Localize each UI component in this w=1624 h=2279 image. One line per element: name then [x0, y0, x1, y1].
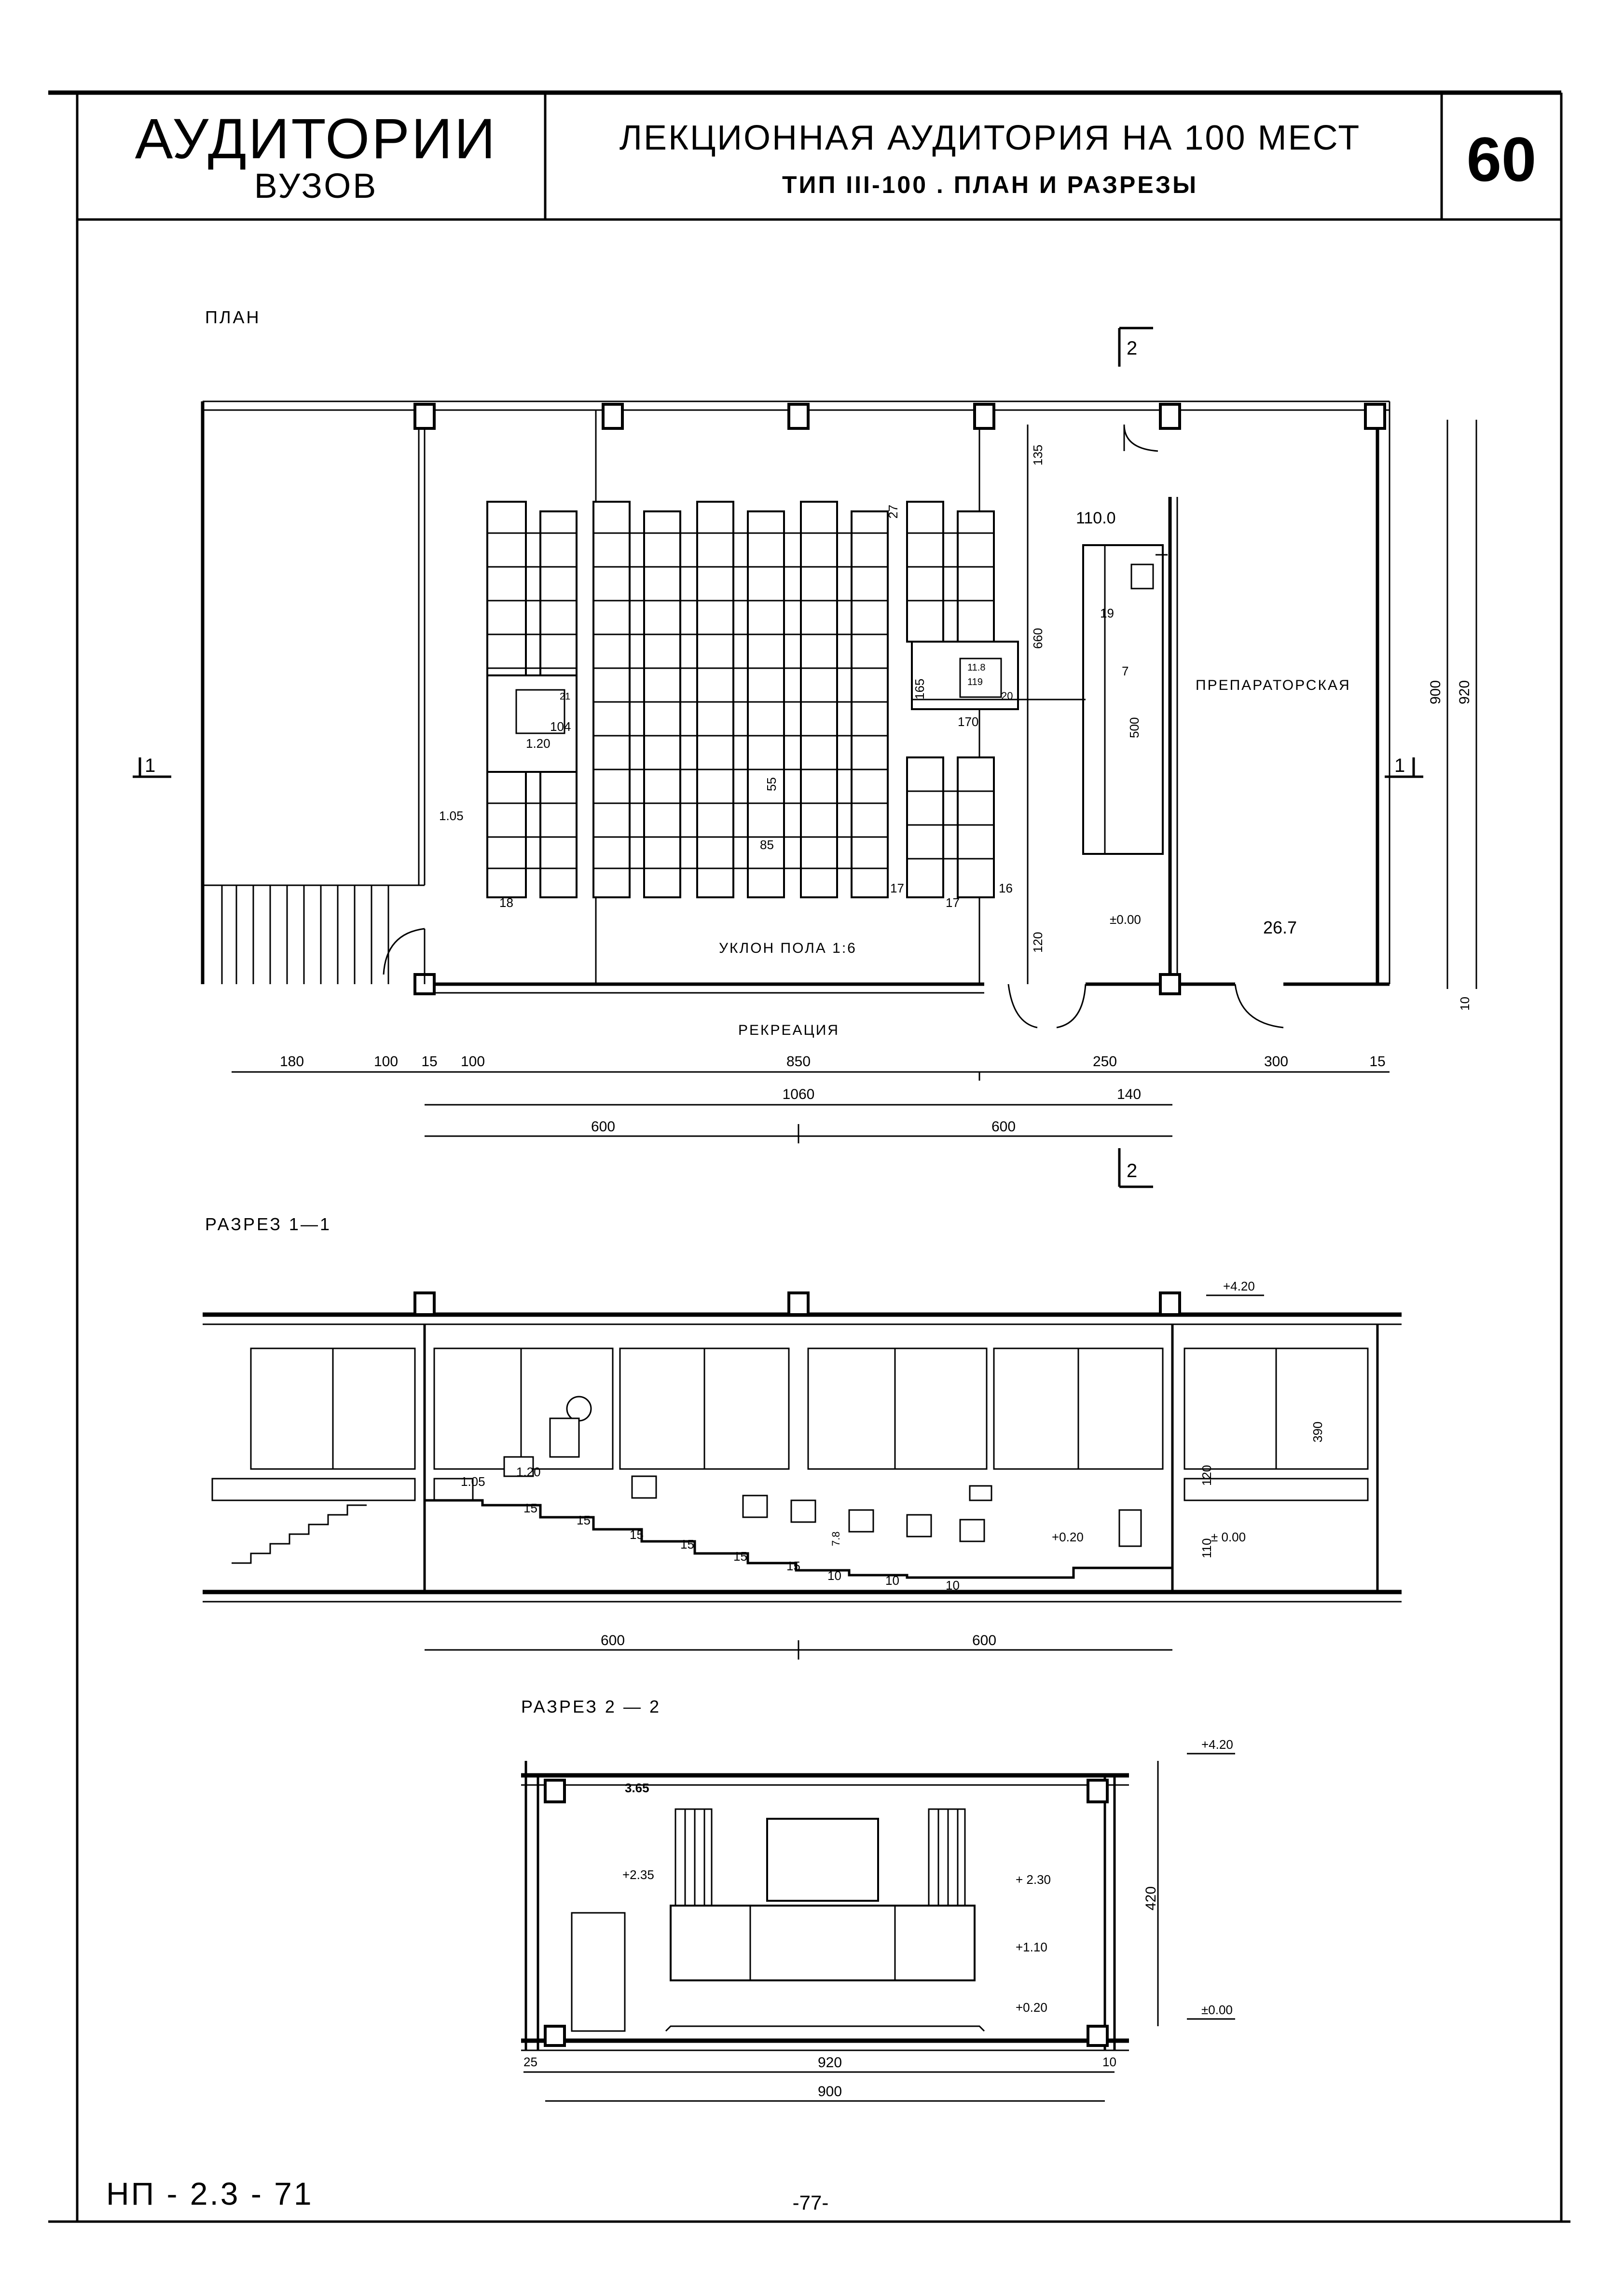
svg-text:15: 15 [733, 1549, 747, 1564]
svg-text:10: 10 [885, 1573, 899, 1588]
hall-area: 110.0 [1076, 509, 1116, 527]
svg-text:15: 15 [577, 1513, 591, 1527]
svg-text:900: 900 [1428, 680, 1444, 704]
svg-text:1.20: 1.20 [516, 1465, 541, 1479]
svg-text:27: 27 [886, 505, 900, 519]
section1-label: РАЗРЕЗ 1—1 [205, 1214, 331, 1234]
step-heights [523, 1501, 960, 1593]
chairs [504, 1397, 1141, 1546]
svg-text:110: 110 [1199, 1538, 1214, 1558]
svg-text:165: 165 [912, 678, 927, 700]
footer-code: НП - 2.3 - 71 [106, 2176, 314, 2211]
svg-text:+2.35: +2.35 [622, 1867, 654, 1882]
svg-text:15: 15 [523, 1501, 537, 1515]
svg-text:+ 2.30: + 2.30 [1016, 1872, 1051, 1887]
section-2-2 [521, 1697, 1235, 2101]
svg-text:15: 15 [786, 1559, 800, 1573]
svg-text:25: 25 [523, 2055, 537, 2069]
svg-text:250: 250 [1092, 1054, 1117, 1070]
prep-area: 26.7 [1263, 918, 1297, 937]
series-subtitle: ВУЗОВ [254, 167, 378, 206]
svg-text:900: 900 [817, 2084, 842, 2100]
cut1-left: 1 [145, 755, 156, 776]
stair-treads [236, 885, 388, 984]
svg-text:7: 7 [1122, 664, 1129, 678]
svg-text:7.8: 7.8 [830, 1531, 842, 1546]
svg-text:600: 600 [600, 1633, 625, 1648]
svg-text:3.65: 3.65 [625, 1781, 649, 1795]
svg-text:±0.00: ±0.00 [1201, 2003, 1233, 2017]
svg-text:11.8: 11.8 [967, 662, 986, 673]
svg-text:170: 170 [958, 714, 979, 729]
svg-text:180: 180 [279, 1054, 304, 1070]
side-door [572, 1913, 625, 2031]
cut2-bottom: 2 [1127, 1160, 1138, 1181]
series-title: АУДИТОРИИ [135, 107, 497, 171]
cut1-right: 1 [1394, 755, 1405, 776]
svg-text:+4.20: +4.20 [1223, 1279, 1255, 1293]
svg-text:100: 100 [460, 1054, 485, 1070]
svg-text:19: 19 [1100, 606, 1114, 620]
prep-room-label: ПРЕПАРАТОРСКАЯ [1196, 677, 1351, 693]
svg-text:120: 120 [1031, 932, 1045, 953]
svg-text:1.05: 1.05 [439, 809, 464, 823]
svg-text:850: 850 [786, 1054, 811, 1070]
svg-text:16: 16 [999, 881, 1013, 895]
svg-text:± 0.00: ± 0.00 [1211, 1530, 1246, 1544]
svg-text:10: 10 [1458, 997, 1472, 1011]
floor-plan [133, 307, 1476, 1187]
sheet-title: ЛЕКЦИОННАЯ АУДИТОРИЯ НА 100 МЕСТ [619, 119, 1361, 157]
svg-text:120: 120 [1199, 1465, 1214, 1486]
svg-text:10: 10 [827, 1568, 841, 1583]
svg-text:21: 21 [560, 691, 571, 702]
plan-label: ПЛАН [205, 307, 261, 327]
svg-text:920: 920 [1457, 680, 1473, 704]
section-1-1 [203, 1214, 1402, 1660]
svg-text:1.20: 1.20 [526, 736, 551, 751]
svg-text:17: 17 [890, 881, 904, 895]
svg-text:119: 119 [967, 677, 983, 687]
svg-text:20: 20 [1001, 690, 1013, 702]
svg-text:600: 600 [972, 1633, 997, 1648]
svg-text:15: 15 [680, 1537, 694, 1551]
sheet-number: 60 [1466, 124, 1537, 194]
svg-text:920: 920 [817, 2055, 842, 2071]
blackboard [671, 1906, 975, 1980]
svg-text:600: 600 [591, 1119, 616, 1135]
svg-text:420: 420 [1143, 1886, 1159, 1910]
svg-text:1.05: 1.05 [461, 1474, 485, 1489]
svg-text:+1.10: +1.10 [1016, 1940, 1047, 1954]
svg-text:660: 660 [1031, 628, 1045, 649]
svg-text:10: 10 [1102, 2055, 1116, 2069]
section2-label: РАЗРЕЗ 2 — 2 [521, 1697, 661, 1716]
svg-text:1060: 1060 [782, 1086, 815, 1102]
sheet-subtitle: ТИП III-100 . ПЛАН И РАЗРЕЗЫ [782, 171, 1198, 198]
svg-text:390: 390 [1310, 1421, 1325, 1442]
footer-page: -77- [792, 2191, 829, 2214]
svg-text:500: 500 [1127, 717, 1142, 738]
cut2-top: 2 [1127, 338, 1138, 359]
svg-text:600: 600 [991, 1119, 1016, 1135]
title-block [135, 107, 1537, 206]
svg-text:±0.00: ±0.00 [1110, 912, 1141, 927]
svg-text:100: 100 [373, 1054, 399, 1070]
svg-text:55: 55 [764, 777, 779, 791]
svg-text:18: 18 [499, 895, 513, 910]
svg-text:10: 10 [946, 1578, 960, 1593]
svg-text:85: 85 [760, 837, 774, 852]
svg-text:104: 104 [550, 719, 571, 734]
svg-text:15: 15 [1369, 1054, 1386, 1070]
floor-slope-label: УКЛОН ПОЛА 1:6 [719, 940, 857, 956]
svg-text:15: 15 [421, 1054, 438, 1070]
svg-text:17: 17 [946, 895, 960, 910]
svg-text:+0.20: +0.20 [1052, 1530, 1084, 1544]
svg-text:+4.20: +4.20 [1201, 1737, 1233, 1752]
svg-text:300: 300 [1264, 1054, 1289, 1070]
plan-walls [203, 401, 1390, 993]
svg-text:+0.20: +0.20 [1016, 2000, 1047, 2015]
svg-text:15: 15 [630, 1527, 644, 1542]
projection-screen [767, 1819, 878, 1901]
section1-windows [212, 1348, 1368, 1500]
svg-text:140: 140 [1116, 1086, 1142, 1102]
recreation-label: РЕКРЕАЦИЯ [738, 1022, 840, 1038]
svg-text:135: 135 [1031, 444, 1045, 466]
